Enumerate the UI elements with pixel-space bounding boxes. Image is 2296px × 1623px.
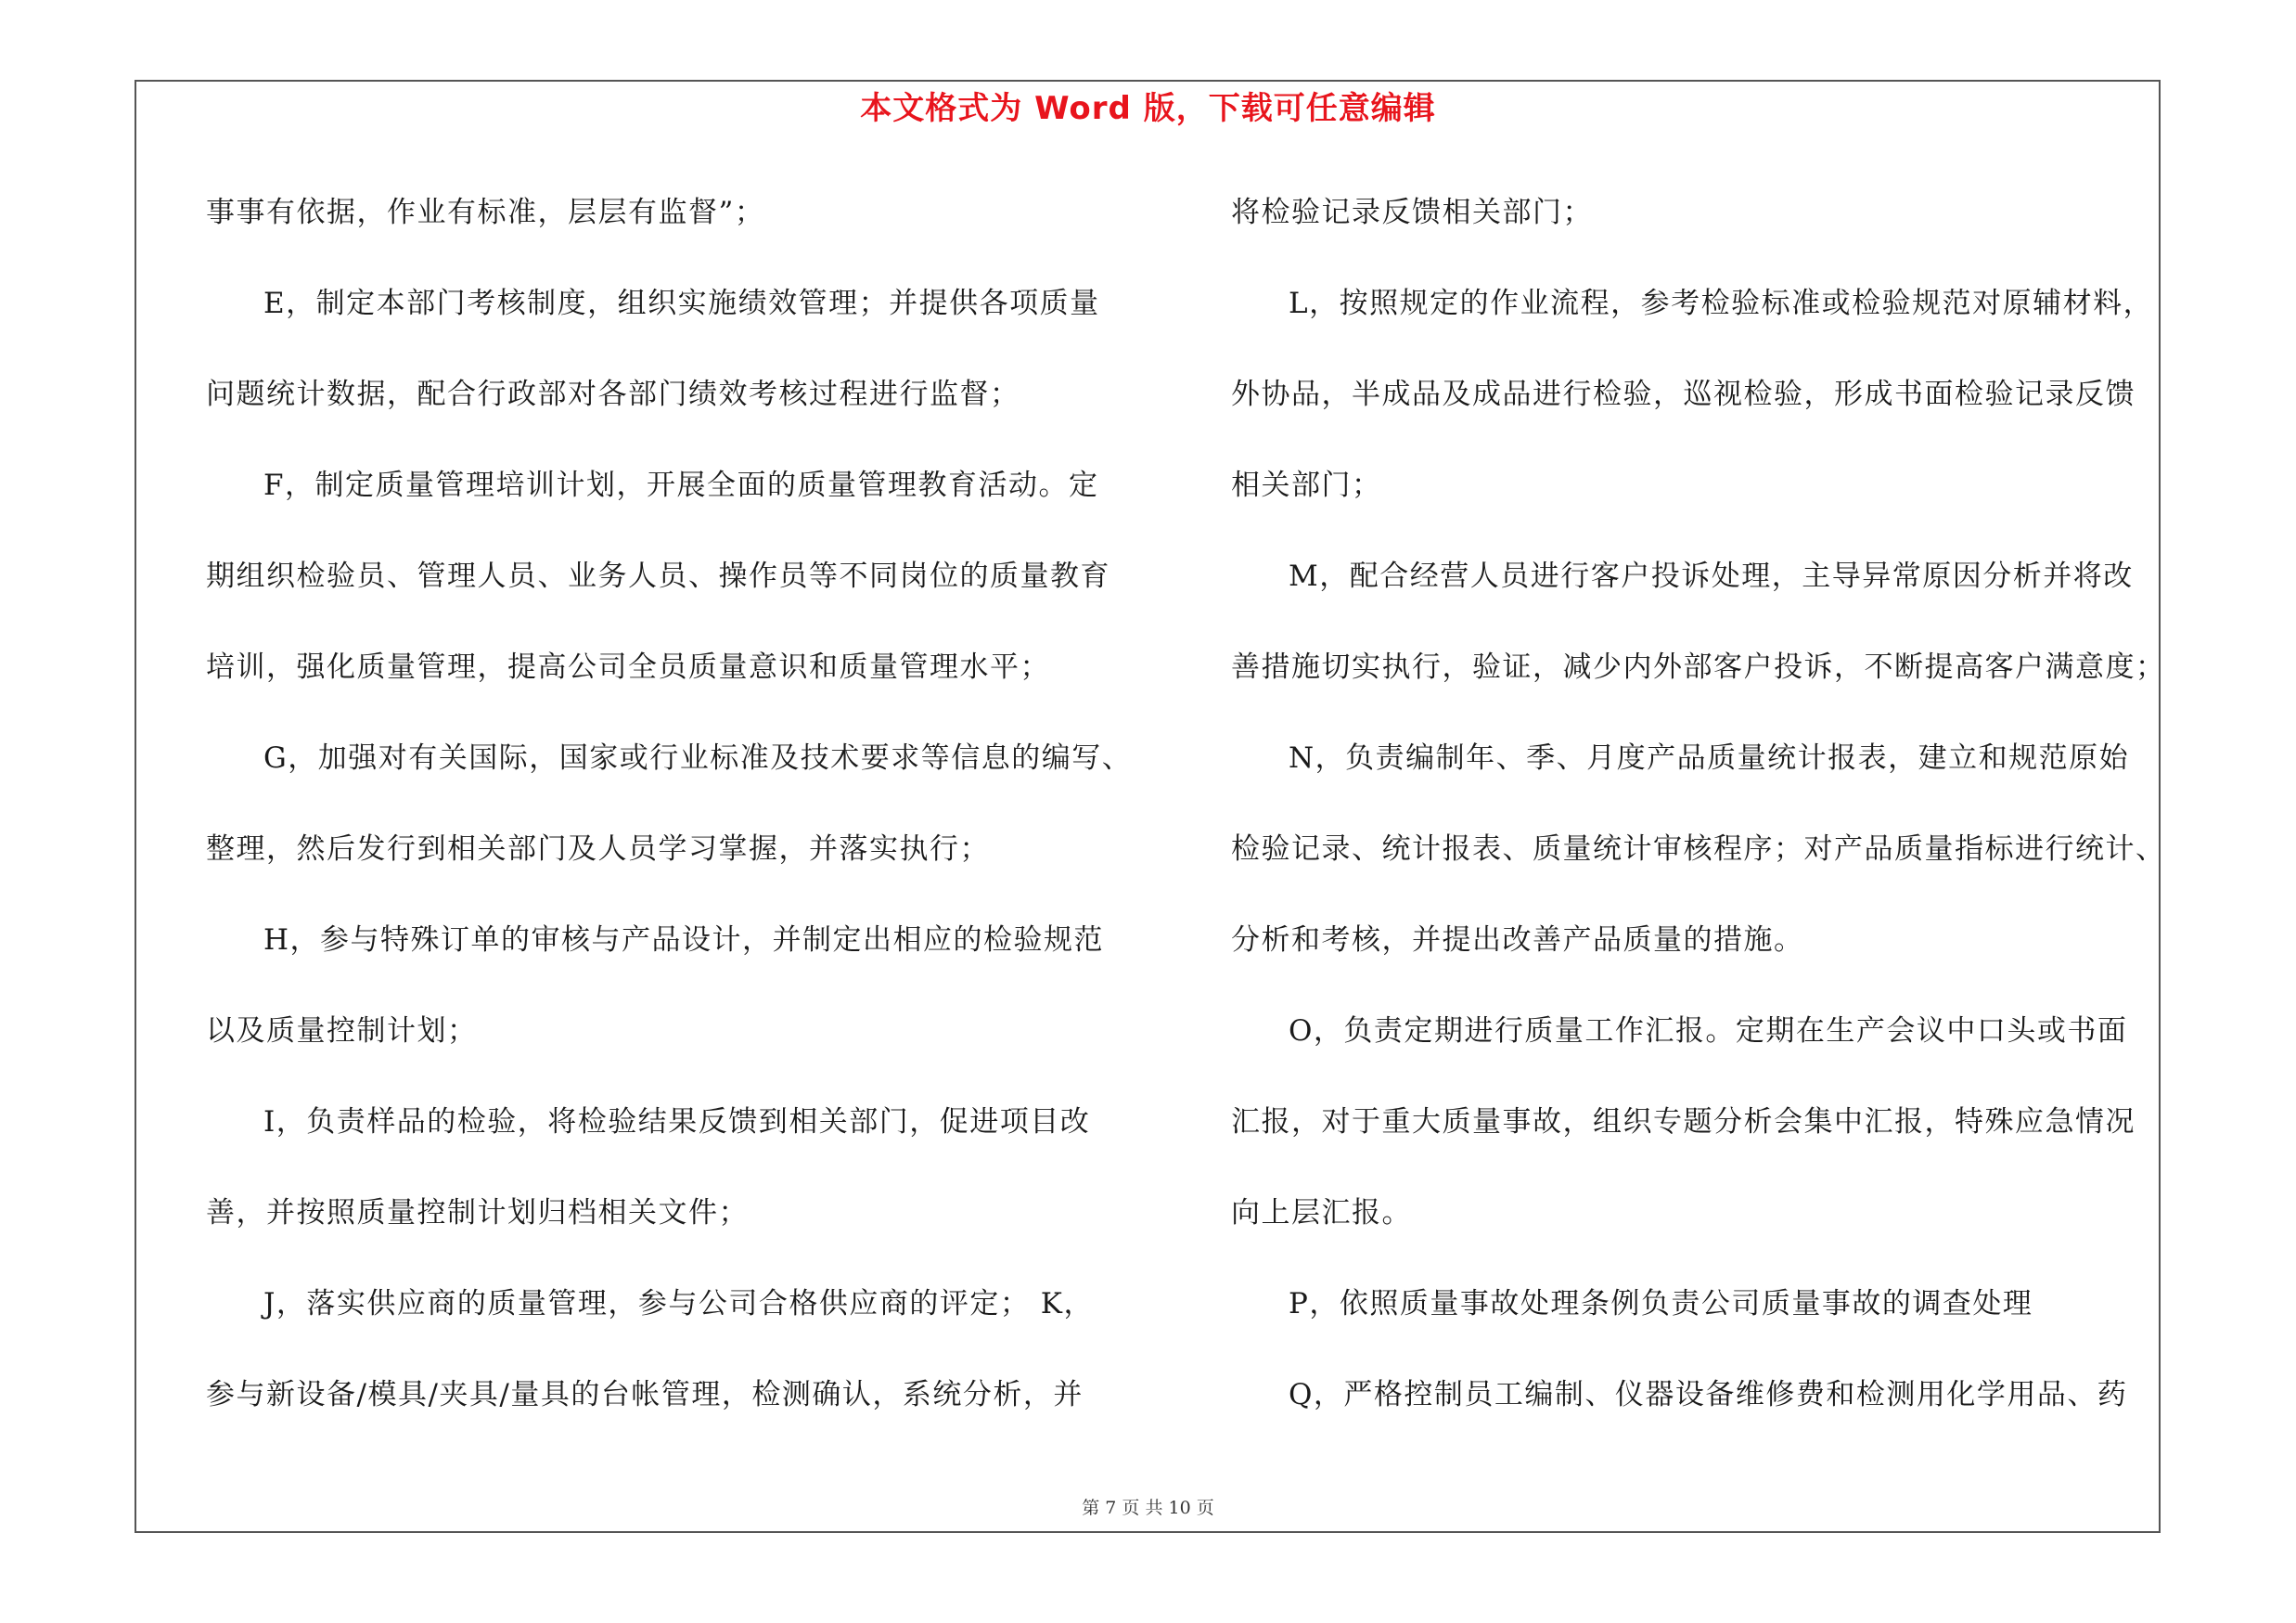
text-line: L，按照规定的作业流程，参考检验标准或检验规范对原辅材料， — [1289, 287, 2154, 320]
text-line: H，参与特殊订单的审核与产品设计，并制定出相应的检验规范 — [263, 923, 1105, 957]
left-column — [206, 184, 1133, 1457]
page-number: 第 7 页 共 10 页 — [1082, 1498, 1214, 1518]
text-line: 汇报，对于重大质量事故，组织专题分析会集中汇报，特殊应急情况 — [1231, 1105, 2136, 1139]
right-column — [1231, 184, 2166, 1457]
text-line: 整理，然后发行到相关部门及人员学习掌握，并落实执行； — [206, 832, 990, 866]
text-line: I，负责样品的检验，将检验结果反馈到相关部门，促进项目改 — [263, 1105, 1091, 1139]
text-line: 分析和考核，并提出改善产品质量的措施。 — [1231, 923, 1804, 957]
text-line: P，依照质量事故处理条例负责公司质量事故的调查处理 — [1289, 1287, 2033, 1320]
text-line: 参与新设备/模具/夹具/量具的台帐管理，检测确认，系统分析，并 — [206, 1378, 1084, 1411]
header-banner: 本文格式为 Word 版，下载可任意编辑 — [860, 90, 1436, 127]
text-line: M，配合经营人员进行客户投诉处理，主导异常原因分析并将改 — [1289, 560, 2134, 593]
text-line: 事事有依据，作业有标准，层层有监督”； — [206, 196, 765, 229]
text-line: 以及质量控制计划； — [206, 1014, 478, 1048]
text-line: 向上层汇报。 — [1231, 1196, 1412, 1230]
text-line: 问题统计数据，配合行政部对各部门绩效考核过程进行监督； — [206, 378, 1020, 411]
text-line: F，制定质量管理培训计划，开展全面的质量管理教育活动。定 — [263, 469, 1099, 502]
text-line: 善，并按照质量控制计划归档相关文件； — [206, 1196, 749, 1230]
text-line: 外协品，半成品及成品进行检验，巡视检验，形成书面检验记录反馈 — [1231, 378, 2136, 411]
text-line: G，加强对有关国际，国家或行业标准及技术要求等信息的编写、 — [263, 741, 1133, 775]
text-line: O，负责定期进行质量工作汇报。定期在生产会议中口头或书面 — [1289, 1014, 2128, 1048]
text-line: 期组织检验员、管理人员、业务人员、操作员等不同岗位的质量教育 — [206, 560, 1110, 593]
text-line: 检验记录、统计报表、质量统计审核程序；对产品质量指标进行统计、 — [1231, 832, 2166, 866]
text-line: 相关部门； — [1231, 469, 1382, 502]
text-line: E，制定本部门考核制度，组织实施绩效管理；并提供各项质量 — [263, 287, 1100, 320]
text-line: Q，严格控制员工编制、仪器设备维修费和检测用化学用品、药 — [1289, 1378, 2128, 1411]
text-line: 善措施切实执行，验证，减少内外部客户投诉，不断提高客户满意度； — [1231, 650, 2166, 684]
text-line: 将检验记录反馈相关部门； — [1231, 196, 1593, 229]
text-line: N，负责编制年、季、月度产品质量统计报表，建立和规范原始 — [1289, 741, 2130, 775]
text-line: J，落实供应商的质量管理，参与公司合格供应商的评定； K， — [263, 1287, 1094, 1320]
text-line: 培训，强化质量管理，提高公司全员质量意识和质量管理水平； — [206, 650, 1050, 684]
